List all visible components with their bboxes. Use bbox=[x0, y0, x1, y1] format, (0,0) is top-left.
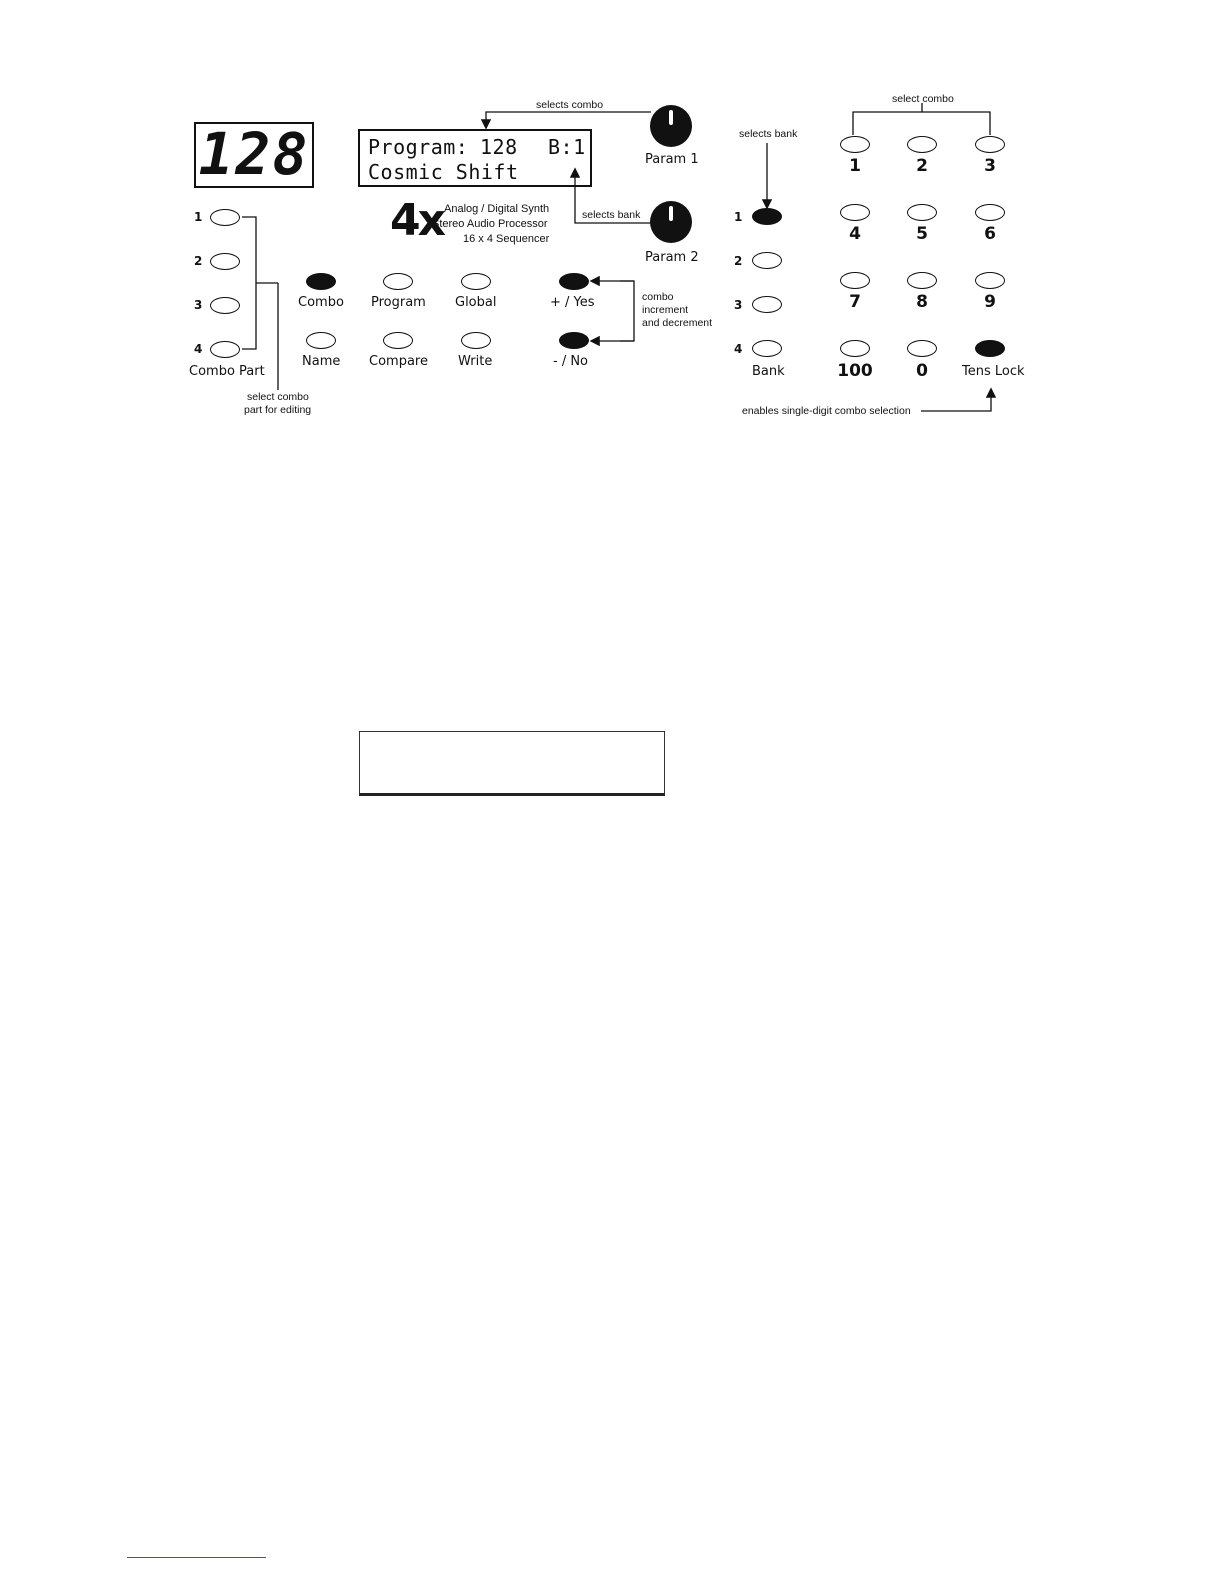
select-combo-keypad-note: select combo bbox=[892, 93, 954, 105]
bank-3-number: 3 bbox=[734, 298, 743, 312]
no-button-label: - / No bbox=[553, 354, 589, 369]
combo-part-4-button[interactable] bbox=[210, 341, 240, 358]
key-3-button[interactable] bbox=[975, 136, 1005, 153]
combo-part-3-button[interactable] bbox=[210, 297, 240, 314]
bank-2-button[interactable] bbox=[752, 252, 782, 269]
combo-part-2-button[interactable] bbox=[210, 253, 240, 270]
yes-button[interactable] bbox=[559, 273, 589, 290]
empty-frame bbox=[359, 731, 665, 796]
name-button[interactable] bbox=[306, 332, 336, 349]
param-2-knob[interactable] bbox=[650, 201, 692, 243]
bank-3-button[interactable] bbox=[752, 296, 782, 313]
key-5-label: 5 bbox=[916, 224, 928, 244]
key-0-button[interactable] bbox=[907, 340, 937, 357]
logo-mark: 4x bbox=[390, 195, 443, 246]
key-0-label: 0 bbox=[916, 361, 928, 381]
selects-combo-note: selects combo bbox=[536, 99, 604, 111]
bank-4-number: 4 bbox=[734, 342, 743, 356]
tens-lock-button[interactable] bbox=[975, 340, 1005, 357]
global-button-label: Global bbox=[455, 295, 497, 310]
bank-4-button[interactable] bbox=[752, 340, 782, 357]
logo-line-1: Analog / Digital Synth bbox=[444, 203, 550, 215]
key-6-button[interactable] bbox=[975, 204, 1005, 221]
key-5-button[interactable] bbox=[907, 204, 937, 221]
key-7-button[interactable] bbox=[840, 272, 870, 289]
combo-part-bracket bbox=[242, 217, 256, 349]
key-8-label: 8 bbox=[916, 292, 928, 312]
key-9-label: 9 bbox=[984, 292, 996, 312]
combo-part-note-1: select combo bbox=[247, 391, 309, 403]
key-7-label: 7 bbox=[849, 292, 861, 312]
bank-label: Bank bbox=[752, 364, 785, 379]
lcd-program-label: Program: bbox=[368, 135, 469, 159]
yes-button-label: + / Yes bbox=[550, 295, 595, 310]
combo-part-1-button[interactable] bbox=[210, 209, 240, 226]
compare-button[interactable] bbox=[383, 332, 413, 349]
bank-2-number: 2 bbox=[734, 254, 743, 268]
lcd-bank-indicator: B:1 bbox=[548, 135, 586, 159]
combo-button-label: Combo bbox=[298, 295, 344, 310]
led-display: 128 bbox=[194, 122, 314, 188]
combo-part-1-number: 1 bbox=[194, 210, 203, 224]
combo-part-label: Combo Part bbox=[189, 364, 265, 379]
param-1-label: Param 1 bbox=[645, 152, 699, 167]
combo-part-3-number: 3 bbox=[194, 298, 203, 312]
inc-dec-note-3: and decrement bbox=[642, 317, 713, 329]
selects-combo-arrow bbox=[486, 112, 651, 127]
param-2-label: Param 2 bbox=[645, 250, 699, 265]
lcd-display bbox=[358, 129, 592, 187]
write-button-label: Write bbox=[458, 354, 493, 369]
combo-part-2-number: 2 bbox=[194, 254, 203, 268]
inc-dec-note-1: combo bbox=[642, 291, 674, 303]
key-100-label: 100 bbox=[837, 361, 873, 381]
lcd-program-name: Cosmic Shift bbox=[368, 160, 519, 184]
key-8-button[interactable] bbox=[907, 272, 937, 289]
key-4-label: 4 bbox=[849, 224, 861, 244]
write-button[interactable] bbox=[461, 332, 491, 349]
tens-lock-arrow bbox=[921, 390, 991, 411]
param-1-knob[interactable] bbox=[650, 105, 692, 147]
combo-part-4-number: 4 bbox=[194, 342, 203, 356]
logo-line-3: 16 x 4 Sequencer bbox=[463, 233, 550, 245]
footnote-rule bbox=[127, 1557, 266, 1558]
bank-1-button[interactable] bbox=[752, 208, 782, 225]
combo-part-note-2: part for editing bbox=[244, 404, 312, 416]
lcd-program-number: 128 bbox=[480, 135, 518, 159]
tens-lock-note: enables single-digit combo selection bbox=[742, 405, 911, 417]
inc-dec-note-2: increment bbox=[642, 304, 689, 316]
key-4-button[interactable] bbox=[840, 204, 870, 221]
tens-lock-label: Tens Lock bbox=[962, 364, 1025, 379]
program-button[interactable] bbox=[383, 273, 413, 290]
selects-bank-column-note: selects bank bbox=[739, 128, 798, 140]
key-9-button[interactable] bbox=[975, 272, 1005, 289]
combo-button[interactable] bbox=[306, 273, 336, 290]
selects-bank-lcd-note: selects bank bbox=[582, 209, 641, 221]
key-1-button[interactable] bbox=[840, 136, 870, 153]
select-combo-bracket bbox=[853, 112, 990, 135]
key-3-label: 3 bbox=[984, 156, 996, 176]
compare-button-label: Compare bbox=[369, 354, 428, 369]
name-button-label: Name bbox=[302, 354, 341, 369]
key-100-button[interactable] bbox=[840, 340, 870, 357]
key-1-label: 1 bbox=[849, 156, 861, 176]
bank-1-number: 1 bbox=[734, 210, 743, 224]
key-2-button[interactable] bbox=[907, 136, 937, 153]
program-button-label: Program bbox=[371, 295, 426, 310]
logo-line-2: Stereo Audio Processor bbox=[432, 218, 548, 230]
no-button[interactable] bbox=[559, 332, 589, 349]
key-2-label: 2 bbox=[916, 156, 928, 176]
global-button[interactable] bbox=[461, 273, 491, 290]
inc-dec-bracket bbox=[620, 281, 634, 341]
key-6-label: 6 bbox=[984, 224, 996, 244]
